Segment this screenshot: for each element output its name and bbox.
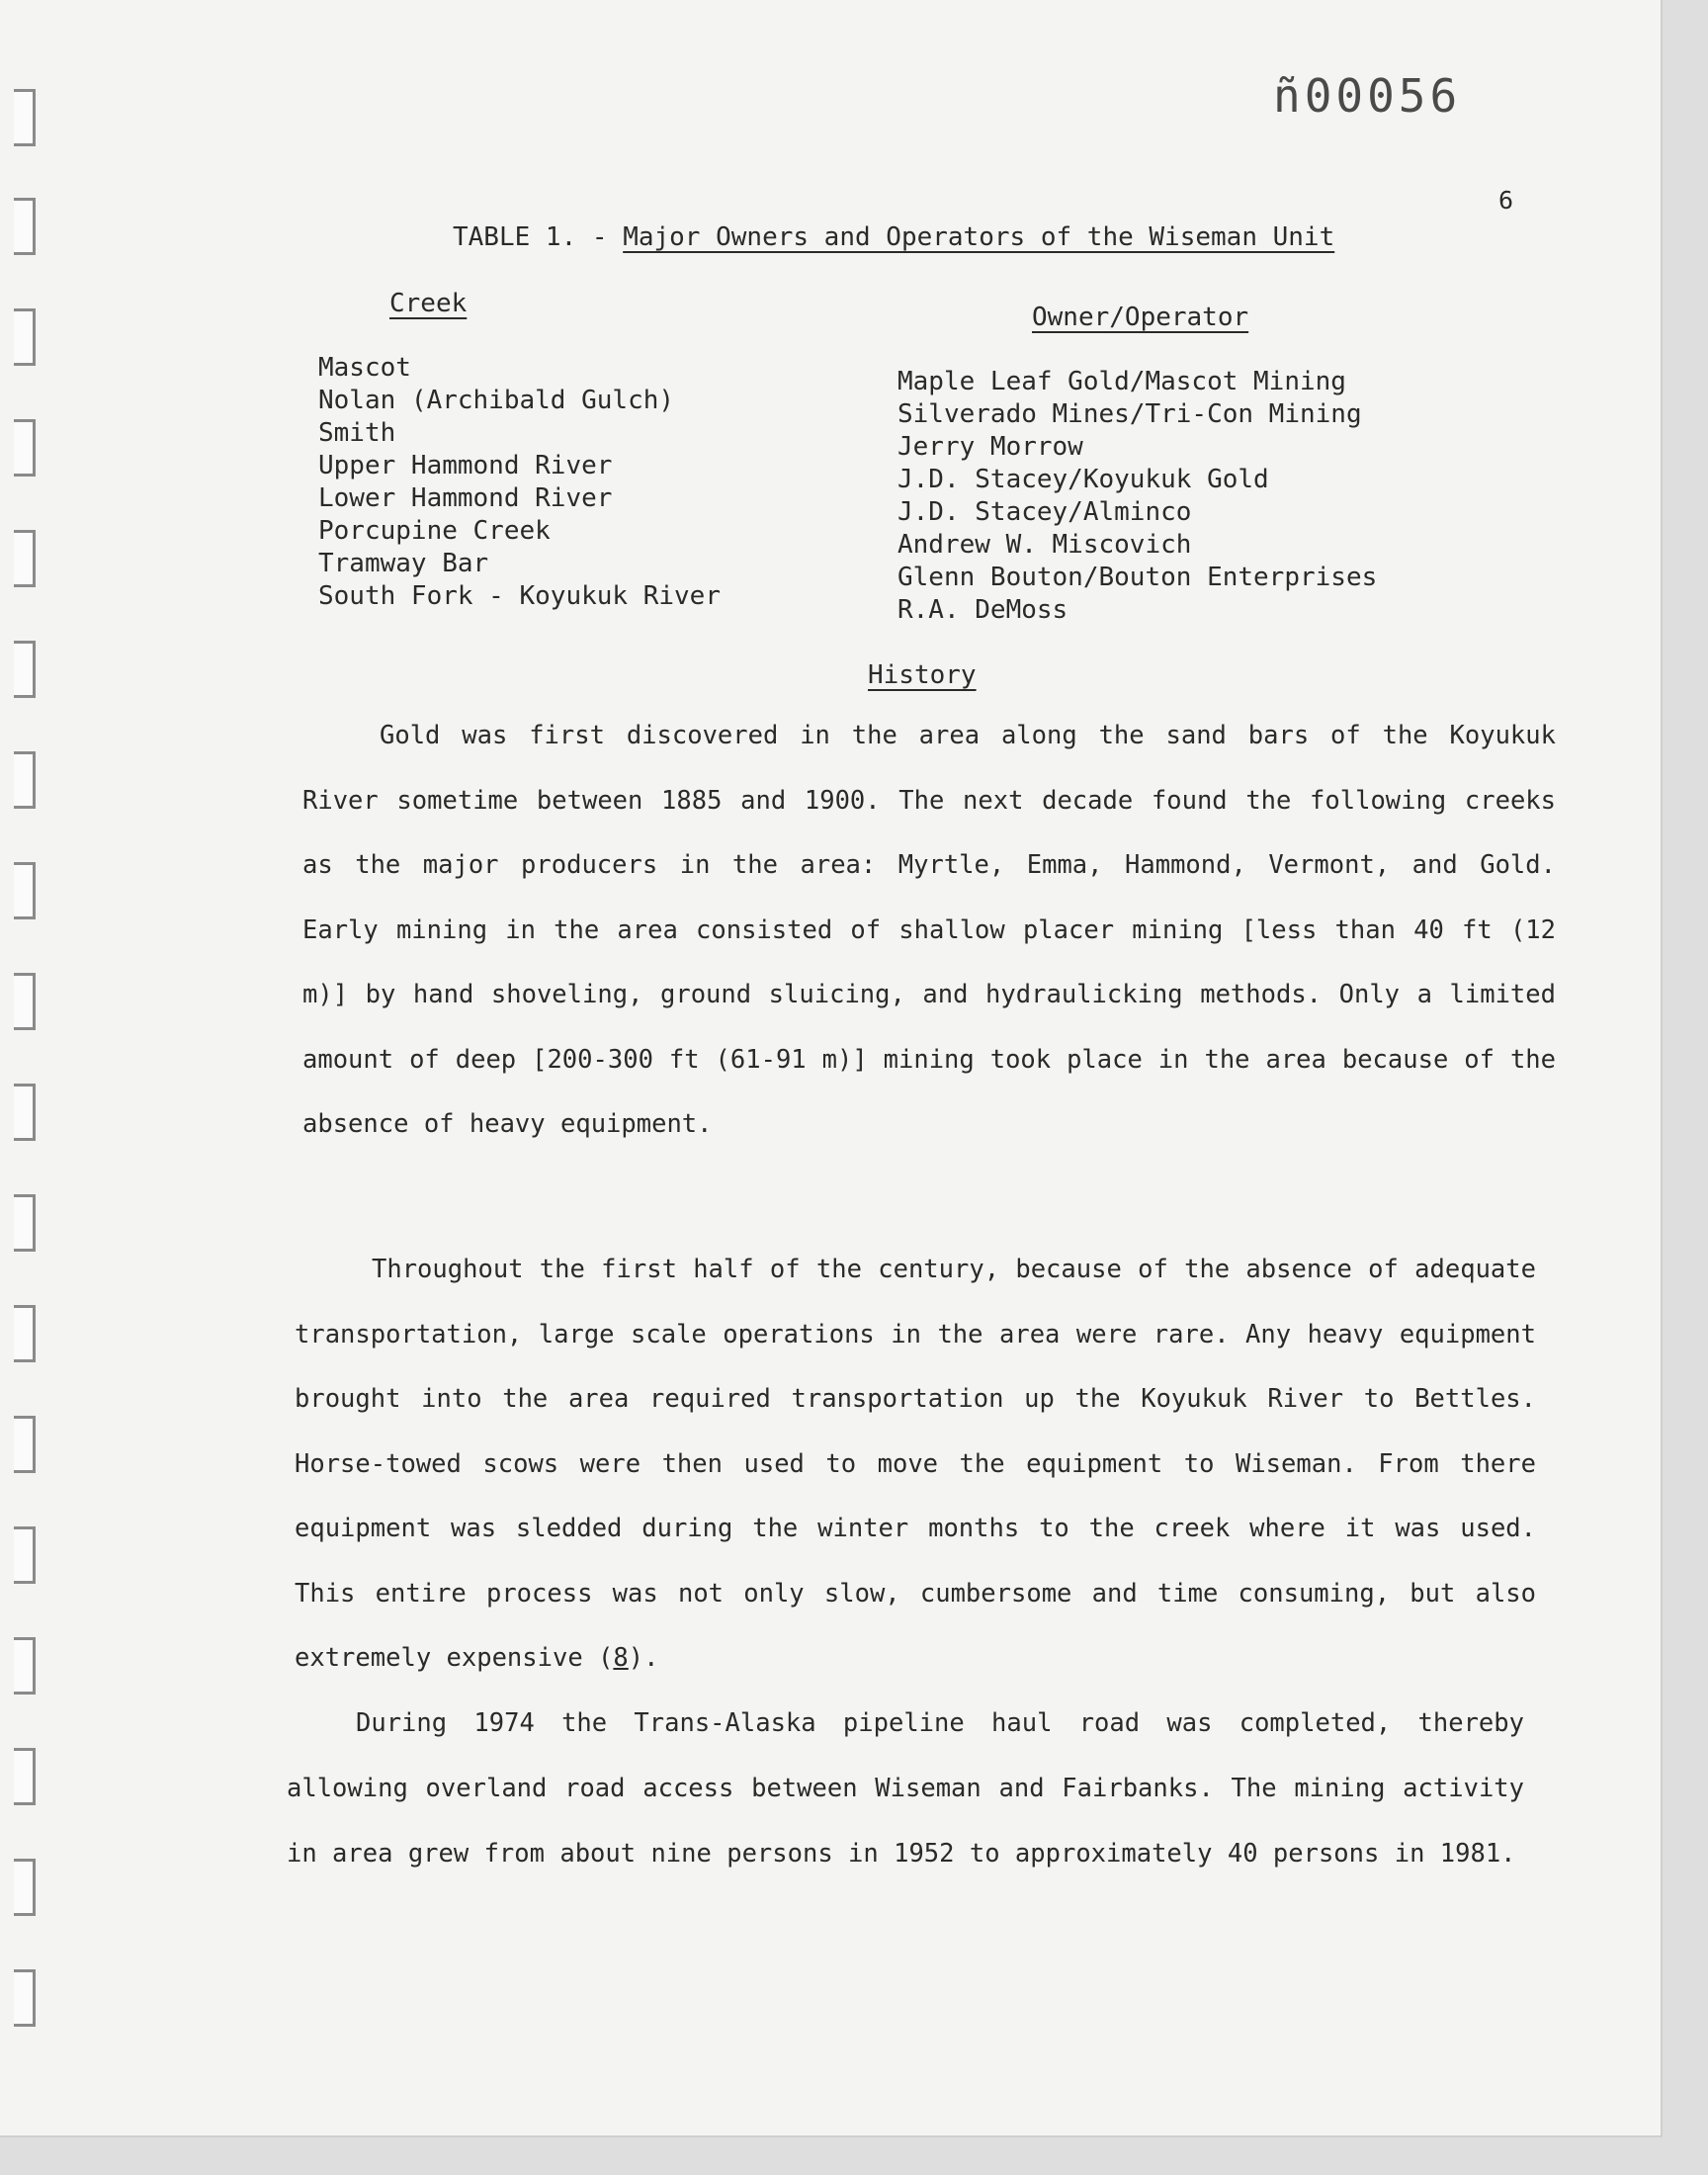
history-paragraph-2-end: ). <box>628 1643 659 1673</box>
creek-item: Lower Hammond River <box>318 483 613 513</box>
table-title <box>453 222 1334 252</box>
owner-item: J.D. Stacey/Koyukuk Gold <box>897 465 1269 494</box>
binder-hole <box>14 1748 36 1805</box>
binder-hole <box>14 1969 36 2027</box>
owner-column-header: Owner/Operator <box>1032 303 1249 332</box>
binder-hole <box>14 1305 36 1362</box>
binder-hole <box>14 1859 36 1916</box>
binder-hole <box>14 641 36 698</box>
creek-item: South Fork - Koyukuk River <box>318 581 721 611</box>
binder-hole <box>14 1416 36 1473</box>
binder-hole <box>14 419 36 477</box>
history-paragraph-3: During 1974 the Trans-Alaska pipeline haul road was completed, thereby allowing overland road access between Wiseman and Fairbanks. The mining activity in area grew from about nine persons in 1952 to approximately 40 persons in 1981. <box>287 1708 1524 1869</box>
creek-item: Tramway Bar <box>318 549 489 578</box>
binder-holes <box>0 0 79 2175</box>
reference-citation: 8 <box>613 1643 629 1673</box>
table-title-text: Major Owners and Operators of the Wiseman Unit <box>623 222 1335 252</box>
binder-hole <box>14 1637 36 1695</box>
binder-hole <box>14 751 36 809</box>
binder-hole <box>14 198 36 255</box>
creek-item: Mascot <box>318 353 411 383</box>
owner-item: Silverado Mines/Tri-Con Mining <box>897 399 1362 429</box>
document-stamp-number: ñ00056 <box>1273 69 1462 123</box>
history-paragraph-1: Gold was first discovered in the area along the sand bars of the Koyukuk River sometime between 1885 and 1900. The next decade found the following creeks as the major producers in the area: Myrtle, Emma, Hammond, Vermont, and Gold. Early mining in the area consisted of shallow placer mining [less than 40 ft (12 m)] by hand shoveling, ground sluicing, and hydraulicking methods. Only a limited amount of deep [200-300 ft (61-91 m)] mining took place in the area because of the absence of heavy equipment. <box>302 721 1556 1139</box>
owner-item: Jerry Morrow <box>897 432 1083 462</box>
history-paragraph-2-text: Throughout the first half of the century, because of the absence of adequate transportation, large scale operations in the area were rare. Any heavy equipment brought into the area required transportation up the Koyukuk River to Bettles. Horse-towed scows were then used to move the equipment to Wiseman. From there equipment was sledded during the winter months to the creek where it was used. This entire process was not only slow, cumbersome and time consuming, but also extremely expensive ( <box>295 1255 1536 1673</box>
table-label: TABLE 1. - <box>453 222 624 252</box>
history-heading: History <box>868 660 977 690</box>
creek-item: Smith <box>318 418 396 448</box>
creek-list <box>318 352 721 613</box>
page-number: 6 <box>1498 186 1514 215</box>
creek-column-header: Creek <box>389 289 468 318</box>
binder-hole <box>14 530 36 587</box>
binder-hole <box>14 308 36 366</box>
binder-hole <box>14 1526 36 1584</box>
owner-item: Andrew W. Miscovich <box>897 530 1192 560</box>
binder-hole <box>14 973 36 1030</box>
binder-hole <box>14 1084 36 1141</box>
owner-item: R.A. DeMoss <box>897 595 1068 625</box>
binder-hole <box>14 1194 36 1252</box>
binder-hole <box>14 89 36 146</box>
history-paragraph-2 <box>295 1238 1536 1692</box>
creek-item: Nolan (Archibald Gulch) <box>318 386 675 415</box>
binder-hole <box>14 862 36 919</box>
owner-list <box>897 366 1377 627</box>
owner-item: Maple Leaf Gold/Mascot Mining <box>897 367 1346 396</box>
creek-item: Upper Hammond River <box>318 451 613 480</box>
owner-item: J.D. Stacey/Alminco <box>897 497 1192 527</box>
creek-item: Porcupine Creek <box>318 516 551 546</box>
owner-item: Glenn Bouton/Bouton Enterprises <box>897 563 1378 592</box>
